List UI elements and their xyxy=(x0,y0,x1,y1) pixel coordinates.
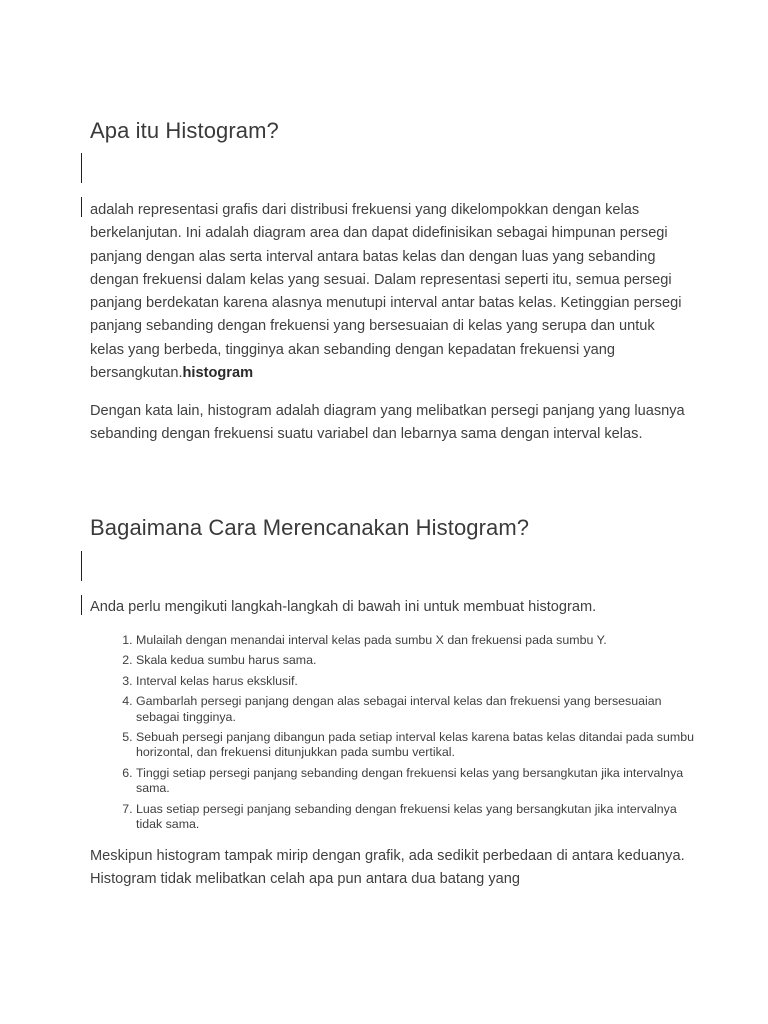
text-cursor xyxy=(81,153,82,183)
text-cursor xyxy=(81,551,82,581)
section-heading-plan: Bagaimana Cara Merencanakan Histogram? xyxy=(90,515,530,540)
bold-term: histogram xyxy=(182,365,254,382)
list-item: 7. Luas setiap persegi panjang sebanding dengan frekuensi kelas yang bersangkutan jika intervalnya tidak sama. xyxy=(136,802,696,833)
steps-list xyxy=(90,633,696,837)
paragraph-definition xyxy=(90,199,685,385)
text-cursor xyxy=(81,197,82,217)
section-heading-histogram: Apa itu Histogram? xyxy=(90,118,279,143)
list-item: 2. Skala kedua sumbu harus sama. xyxy=(136,653,696,668)
paragraph-definition-text: adalah representasi grafis dari distribusi frekuensi yang dikelompokkan dengan kelas berkelanjutan. Ini adalah diagram area dan dapat didefinisikan sebagai himpunan persegi panjang dengan alas serta interval antara batas kelas dan dengan luas yang sebanding dengan frekuensi dalam kelas yang sesuai. Dalam representasi seperti itu, semua persegi panjang berdekatan karena alasnya menutupi interval antar batas kelas. Ketinggian persegi panjang sebanding dengan frekuensi yang bersesuaian di kelas yang serupa dan untuk kelas yang berbeda, tingginya akan sebanding dengan kepadatan frekuensi yang bersangkutan. xyxy=(90,202,682,382)
list-item: 6. Tinggi setiap persegi panjang sebanding dengan frekuensi kelas yang bersangkutan jika intervalnya sama. xyxy=(136,766,696,797)
list-item: 5. Sebuah persegi panjang dibangun pada setiap interval kelas karena batas kelas ditandai pada sumbu horizontal, dan frekuensi ditunjukkan pada sumbu vertikal. xyxy=(136,730,696,761)
list-item: 1. Mulailah dengan menandai interval kelas pada sumbu X dan frekuensi pada sumbu Y. xyxy=(136,633,696,648)
paragraph-other-words: Dengan kata lain, histogram adalah diagram yang melibatkan persegi panjang yang luasnya sebanding dengan frekuensi suatu variabel dan lebarnya sama dengan interval kelas. xyxy=(90,403,685,443)
paragraph-intro: Anda perlu mengikuti langkah-langkah di bawah ini untuk membuat histogram. xyxy=(90,599,597,615)
paragraph-closing: Meskipun histogram tampak mirip dengan grafik, ada sedikit perbedaan di antara keduanya. Histogram tidak melibatkan celah apa pun antara dua batang yang xyxy=(90,848,685,888)
list-item: 3. Interval kelas harus eksklusif. xyxy=(136,674,696,689)
list-item: 4. Gambarlah persegi panjang dengan alas sebagai interval kelas dan frekuensi yang bersesuaian sebagai tingginya. xyxy=(136,694,696,725)
text-cursor xyxy=(81,595,82,615)
